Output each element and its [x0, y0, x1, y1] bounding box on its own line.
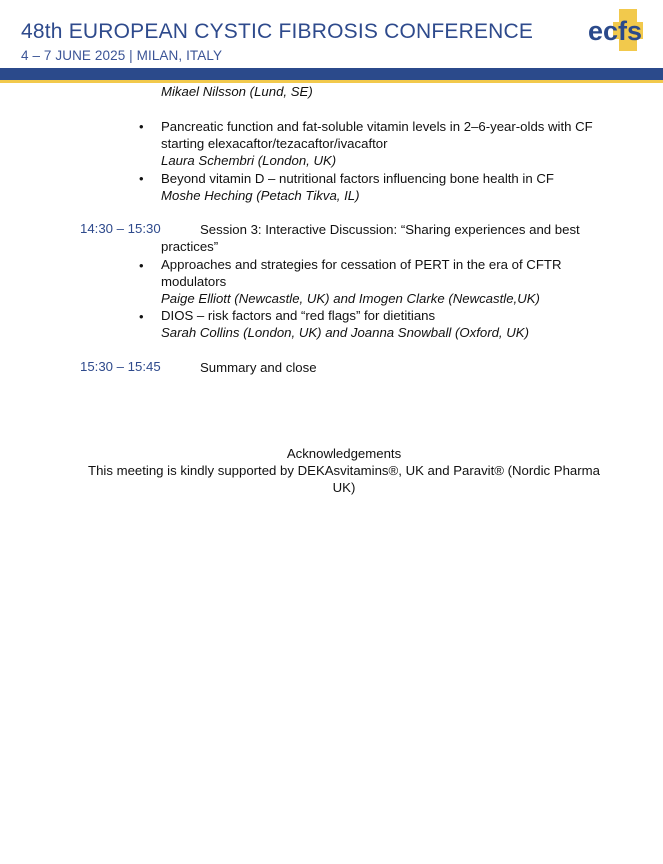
talk-speaker: Sarah Collins (London, UK) and Joanna Snowball (Oxford, UK) [161, 325, 529, 340]
bullet-marker: • [139, 258, 144, 273]
acknowledgements-text: This meeting is kindly supported by DEKAsvitamins®, UK and Paravit® (Nordic Pharma [88, 463, 600, 478]
ecfs-logo [587, 9, 651, 51]
session3-title-cont: practices” [161, 239, 219, 254]
session3-title: Session 3: Interactive Discussion: “Sharing experiences and best [200, 222, 580, 237]
summary-time: 15:30 – 15:45 [80, 359, 161, 374]
talk-speaker: Paige Elliott (Newcastle, UK) and Imogen Clarke (Newcastle,UK) [161, 291, 540, 306]
talk-title: Approaches and strategies for cessation of PERT in the era of CFTR [161, 257, 562, 272]
session3-time: 14:30 – 15:30 [80, 221, 161, 236]
talk-title: Beyond vitamin D – nutritional factors influencing bone health in CF [161, 171, 554, 186]
talk-title-cont: starting elexacaftor/tezacaftor/ivacaftor [161, 136, 388, 151]
talk-speaker: Moshe Heching (Petach Tikva, IL) [161, 188, 360, 203]
bullet-marker: • [139, 119, 144, 134]
talk-title-cont: modulators [161, 274, 227, 289]
header-band-yellow [0, 80, 663, 83]
header-band-blue [0, 68, 663, 80]
acknowledgements-text-cont: UK) [332, 480, 356, 495]
speaker-previous: Mikael Nilsson (Lund, SE) [161, 84, 313, 99]
bullet-marker: • [139, 171, 144, 186]
svg-text:ecfs: ecfs [588, 16, 643, 46]
conference-title: 48th EUROPEAN CYSTIC FIBROSIS CONFERENCE [21, 20, 534, 43]
talk-title: Pancreatic function and fat-soluble vitamin levels in 2–6-year-olds with CF [161, 119, 593, 134]
bullet-marker: • [139, 309, 144, 324]
conference-dates-location: 4 – 7 JUNE 2025 | MILAN, ITALY [21, 48, 223, 63]
talk-speaker: Laura Schembri (London, UK) [161, 153, 337, 168]
acknowledgements-heading: Acknowledgements [286, 446, 402, 461]
talk-title: DIOS – risk factors and “red flags” for dietitians [161, 308, 436, 323]
summary-title: Summary and close [200, 360, 317, 375]
